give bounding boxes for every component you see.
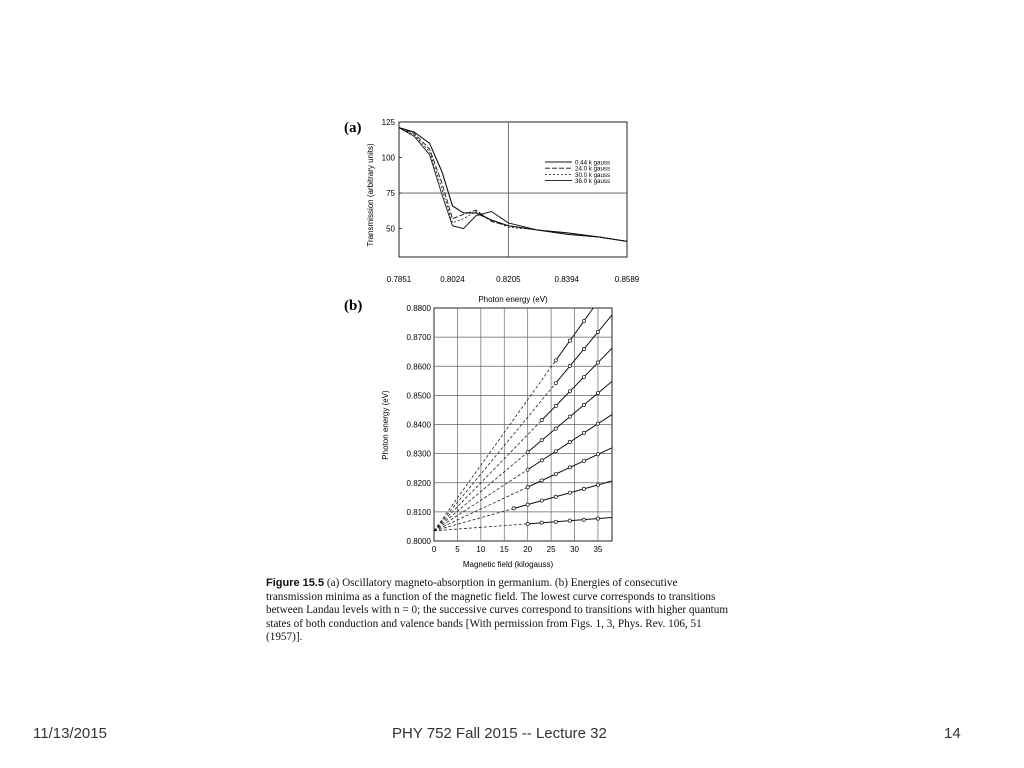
panel-b-x-tick-label: 10 <box>476 545 486 554</box>
panel-b-y-tick-label: 0.8000 <box>406 537 431 546</box>
panel-b-data-point <box>582 431 585 434</box>
panel-a-legend-entry: 36.0 k gauss <box>575 178 611 186</box>
panel-b-y-tick-label: 0.8200 <box>406 478 431 488</box>
panel-b-data-point <box>512 507 515 510</box>
panel-b-data-point <box>540 499 543 502</box>
panel-b-data-point <box>526 451 529 454</box>
panel-b-x-tick-label: 25 <box>546 545 556 554</box>
footer-date: 11/13/2015 <box>33 725 107 742</box>
panel-a-y-tick-label: 125 <box>381 118 395 127</box>
panel-b-data-point <box>568 390 571 393</box>
panel-a-x-tick-label: 0.8589 <box>614 275 640 284</box>
panel-b-series <box>434 308 612 531</box>
panel-b-data-point <box>596 517 599 520</box>
panel-a-legend <box>545 160 610 186</box>
panel-b-data-point <box>596 391 599 394</box>
panel-b-data-point <box>526 522 529 525</box>
panel-b-data-point <box>554 472 557 475</box>
panel-b-data-point <box>568 491 571 494</box>
panel-b-y-tick-label: 0.8300 <box>406 449 431 459</box>
panel-b-data-point <box>582 320 585 323</box>
panel-b-fit-extrapolation <box>434 383 556 531</box>
panel-b-fit-line <box>542 348 612 420</box>
panel-a-x-tick-label: 0.8024 <box>440 275 465 284</box>
panel-b-data-point <box>582 459 585 462</box>
panel-a-x-ticks <box>387 275 640 284</box>
panel-b-x-label: Magnetic field (kilogauss) <box>462 560 554 569</box>
panel-b <box>344 298 612 569</box>
panel-b-data-point <box>582 518 585 521</box>
panel-b-data-point <box>582 347 585 350</box>
footer-page-number: 14 <box>944 725 961 742</box>
figure-caption-label: Figure 15.5 <box>266 577 325 589</box>
panel-a-x-tick-label: 0.7851 <box>386 275 412 284</box>
panel-b-y-ticks <box>407 304 432 546</box>
panel-b-x-tick-label: 30 <box>570 545 579 554</box>
panel-b-data-point <box>554 382 557 385</box>
panel-b-data-point <box>554 359 557 362</box>
panel-b-y-tick-label: 0.8400 <box>406 420 431 430</box>
panel-a-y-tick-label: 50 <box>386 224 395 234</box>
panel-a <box>344 118 640 304</box>
panel-b-data-point <box>540 521 543 524</box>
panel-b-data-point <box>554 427 557 430</box>
panel-b-data-point <box>568 339 571 342</box>
panel-b-data-point <box>554 450 557 453</box>
panel-b-y-tick-label: 0.8100 <box>406 507 431 517</box>
panel-b-x-ticks <box>432 545 603 554</box>
panel-a-x-tick-label: 0.8205 <box>496 275 521 284</box>
panel-b-data-point <box>596 422 599 425</box>
panel-b-data-point <box>582 375 585 378</box>
panel-b-data-point <box>526 486 529 489</box>
panel-b-x-tick-label: 0 <box>431 545 437 554</box>
panel-b-fit-extrapolation <box>434 420 542 531</box>
panel-b-data-point <box>540 419 543 422</box>
panel-b-data-point <box>596 483 599 486</box>
panel-b-data-point <box>568 440 571 443</box>
panel-a-legend-entry: 0.44 k gauss <box>575 159 611 167</box>
panel-b-data-point <box>540 459 543 462</box>
panel-b-x-tick-label: 20 <box>523 545 533 554</box>
panel-b-data-point <box>554 404 557 407</box>
panel-b-y-tick-label: 0.8700 <box>406 333 431 343</box>
panel-b-data-point <box>582 403 585 406</box>
panel-b-data-point <box>554 495 557 498</box>
panel-b-data-point <box>596 453 599 456</box>
panel-b-data-point <box>526 468 529 471</box>
panel-b-data-point <box>596 330 599 333</box>
panel-b-data-point <box>596 361 599 364</box>
panel-a-y-tick-label: 100 <box>381 153 395 163</box>
panel-a-legend-entry: 30.0 k gauss <box>575 171 611 179</box>
panel-b-y-tick-label: 0.8600 <box>406 362 431 372</box>
panel-b-y-tick-label: 0.8800 <box>406 304 431 313</box>
panel-b-data-point <box>568 415 571 418</box>
panel-b-data-point <box>526 503 529 506</box>
panel-b-x-tick-label: 35 <box>593 545 603 554</box>
panel-a-label: (a) <box>344 120 362 136</box>
panel-b-fit-extrapolation <box>434 360 556 530</box>
panel-b-data-point <box>582 487 585 490</box>
panel-b-data-point <box>568 466 571 469</box>
panel-b-y-tick-label: 0.8500 <box>406 391 431 401</box>
panel-b-data-point <box>568 364 571 367</box>
panel-b-data-point <box>554 520 557 523</box>
footer-title: PHY 752 Fall 2015 -- Lecture 32 <box>392 725 607 742</box>
panel-b-x-tick-label: 5 <box>455 545 460 554</box>
panel-a-x-tick-label: 0.8394 <box>554 275 579 284</box>
panel-a-y-tick-label: 75 <box>386 189 395 199</box>
figure-caption <box>266 577 736 645</box>
panel-b-data-point <box>568 519 571 522</box>
panel-a-legend-entry: 24.0 k gauss <box>575 165 611 173</box>
panel-a-y-label: Transmission (arbitrary units) <box>366 143 375 247</box>
figure-caption-text: (a) Oscillatory magneto-absorption in germanium. (b) Energies of consecutive transmission minima as a function of the magnetic field. The lowest curve corresponds to transitions between Landau levels with n = 0; the successive curves correspond to transitions with higher quantum states of both conduction and valence bands [With permission from Figs. 1, 3, Phys. Rev. 106, 51 (1957)]. <box>266 577 729 644</box>
panel-b-label: (b) <box>344 298 363 314</box>
panel-b-x-tick-label: 15 <box>499 545 509 554</box>
panel-b-data-point <box>540 479 543 482</box>
panel-b-y-label: Photon energy (eV) <box>381 390 390 460</box>
panel-b-data-point <box>540 439 543 442</box>
panel-a-x-label: Photon energy (eV) <box>478 295 548 304</box>
